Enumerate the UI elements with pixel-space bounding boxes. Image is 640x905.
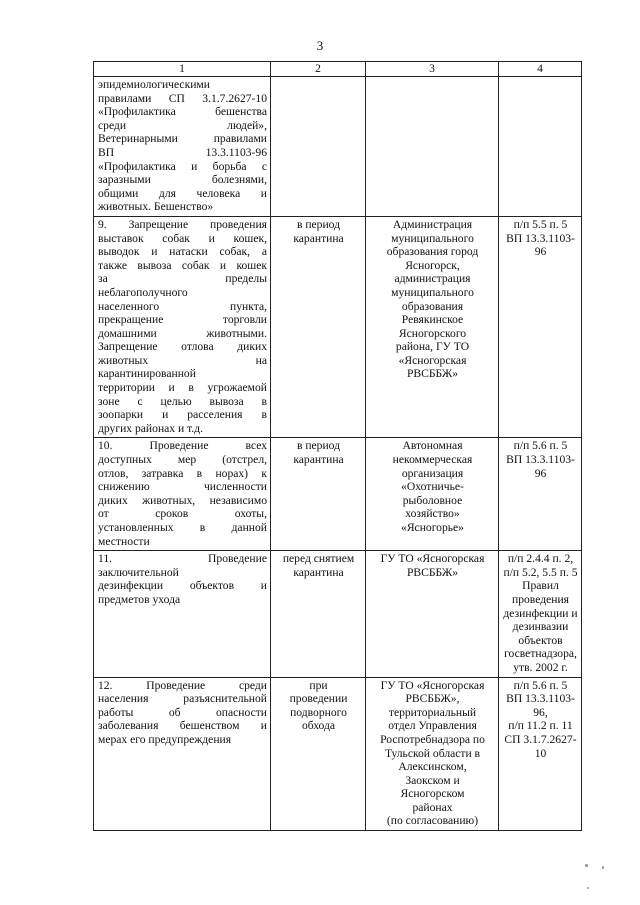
cell-text-line: дезинвазии <box>512 620 569 634</box>
cell-text-line: дезинфекции и <box>503 606 578 620</box>
cell-text-line: от сроков охоты, <box>98 507 267 521</box>
cell-text-line: отдел Управления <box>388 719 477 733</box>
cell-text-line: отлов, затравка в норах) к <box>98 466 267 480</box>
cell-text-line: перед снятием <box>282 552 355 566</box>
cell-text-line: п/п 5.6 п. 5 <box>513 439 568 453</box>
cell-text-line: других районах и т.д. <box>98 421 203 435</box>
cell-text-line: Ясногорском <box>400 787 465 801</box>
cell-text-line: 12. Проведение среди <box>98 678 267 692</box>
cell-text-line: правилами СП 3.1.7.2627-10 <box>98 91 267 105</box>
cell-text-line: Ветеринарными правилами <box>98 132 267 146</box>
cell-text-line: 10. Проведение всех <box>98 439 267 453</box>
cell-text-line: СП 3.1.7.2627-10 <box>504 732 577 760</box>
column-header: 3 <box>366 62 499 77</box>
cell-text-line: заключительной <box>98 565 179 579</box>
cell-text-line: территории и в угрожаемой <box>98 381 267 395</box>
table-cell-col-1 <box>94 77 271 217</box>
cell-text-line: 11. Проведение <box>98 552 267 566</box>
column-header: 4 <box>499 62 582 77</box>
cell-text-line: образования <box>401 299 464 313</box>
table-cell-col-2 <box>271 551 366 677</box>
table-cell-col-1 <box>94 216 271 438</box>
cell-text-line: также вывоза собак и кошек <box>98 258 267 272</box>
cell-text-line: Ясногорск, <box>405 258 460 272</box>
cell-text-line: РВСББЖ», <box>405 692 460 706</box>
cell-text-line: эпидемиологическими <box>98 78 210 91</box>
table-cell-col-4 <box>499 77 582 217</box>
cell-text-line: образования город <box>386 245 479 259</box>
table-row <box>94 438 582 551</box>
cell-text-line: населения разъяснительной <box>98 692 267 706</box>
table-cell-col-3 <box>366 438 499 551</box>
cell-text-line: п/п 5.2, 5.5 п. 5 <box>503 565 578 579</box>
cell-text-line: домашними животными. <box>98 326 267 340</box>
cell-text-line: п/п 2.4.4 п. 2, <box>507 552 574 566</box>
cell-text-line: выставок собак и кошек, <box>98 231 267 245</box>
cell-text-line: района, ГУ ТО <box>395 340 470 354</box>
table-cell-col-2 <box>271 77 366 217</box>
table-cell-col-2 <box>271 216 366 438</box>
cell-text-line: муниципального <box>391 285 474 299</box>
cell-text-line: карантина <box>293 231 344 245</box>
scan-artifact <box>587 887 589 889</box>
cell-text-line: организация <box>401 466 464 480</box>
cell-text-line: карантинированной <box>98 367 196 381</box>
cell-text-line: РВСББЖ» <box>406 367 459 381</box>
cell-text-line: хозяйство» <box>405 507 460 521</box>
cell-text-line: муниципального <box>391 231 474 245</box>
cell-text-line: ВП 13.3.1103-96, <box>506 692 575 719</box>
cell-text-line: «Профилактика бешенства <box>98 105 267 119</box>
cell-text-line: РВСББЖ» <box>406 565 459 579</box>
cell-text-line: Запрещение отлова диких <box>98 340 267 354</box>
cell-text-line: выводок и натаски собак, а <box>98 245 267 259</box>
cell-text-line: Тульской области в <box>384 746 481 760</box>
cell-text-line: (по согласованию) <box>386 814 479 828</box>
cell-text-line: животных на <box>98 353 267 367</box>
cell-text-line: карантина <box>293 565 344 579</box>
measures-table <box>93 61 582 831</box>
cell-text-line: ГУ ТО «Ясногорская <box>380 678 485 692</box>
cell-text-line: заболевания бешенством и <box>98 719 267 733</box>
cell-text-line: в период <box>296 217 341 231</box>
cell-text-line: среди людей», <box>98 118 267 132</box>
cell-text-line: территориальный <box>388 705 477 719</box>
cell-text-line: животных. Бешенство» <box>98 200 214 214</box>
column-header: 2 <box>271 62 366 77</box>
cell-text-line: в период <box>296 439 341 453</box>
page-number: 3 <box>316 38 324 53</box>
table-cell-col-4 <box>499 551 582 677</box>
cell-text-line: Заокском и <box>405 773 460 787</box>
cell-text-line: доступных мер (отстрел, <box>98 453 267 467</box>
table-cell-col-4 <box>499 438 582 551</box>
cell-text-line: подворного <box>290 705 347 719</box>
cell-text-line: Администрация <box>392 217 473 231</box>
cell-text-line: общими для человека и <box>98 186 267 200</box>
table-cell-col-1 <box>94 677 271 831</box>
cell-text-line: администрация <box>394 272 471 286</box>
table-cell-col-2 <box>271 438 366 551</box>
cell-text-line: Ревякинское <box>401 313 464 327</box>
cell-text-line: неблагополучного <box>98 285 188 299</box>
table-cell-col-3 <box>366 677 499 831</box>
cell-text-line: Автономная <box>402 439 463 453</box>
table-cell-col-1 <box>94 438 271 551</box>
table-row <box>94 77 582 217</box>
cell-text-line: диких животных, независимо <box>98 493 267 507</box>
table-cell-col-4 <box>499 677 582 831</box>
cell-text-line: при <box>309 678 328 692</box>
cell-text-line: «Охотничье- <box>401 480 464 494</box>
cell-text-line: рыболовное <box>402 493 463 507</box>
cell-text-line: ВП 13.3.1103-96 <box>506 453 575 480</box>
scan-artifact <box>602 866 604 869</box>
cell-text-line: п/п 5.6 п. 5 <box>513 678 568 692</box>
cell-text-line: зоопарки и расселения в <box>98 408 267 422</box>
cell-text-line: местности <box>98 534 150 548</box>
cell-text-line: ВП 13.3.1103-96 <box>506 231 575 259</box>
cell-text-line: заразными болезнями, <box>98 173 267 187</box>
cell-text-line: Правил <box>522 579 559 593</box>
table-cell-col-2 <box>271 677 366 831</box>
table-cell-col-3 <box>366 216 499 438</box>
cell-text-line: зоне с целью вывоза в <box>98 394 267 408</box>
cell-text-line: Ясногорского <box>398 326 467 340</box>
cell-text-line: установленных в данной <box>98 521 267 534</box>
cell-text-line: 9. Запрещение проведения <box>98 217 267 231</box>
table-row <box>94 677 582 831</box>
cell-text-line: населенного пункта, <box>98 299 267 313</box>
cell-text-line: «Ясногорская <box>398 353 467 367</box>
cell-text-line: снижению численности <box>98 480 267 494</box>
table-cell-col-1 <box>94 551 271 677</box>
cell-text-line: ГУ ТО «Ясногорская <box>380 552 485 566</box>
cell-text-line: п/п 5.5 п. 5 <box>513 217 568 231</box>
column-header: 1 <box>94 62 271 77</box>
cell-text-line: за пределы <box>98 272 267 286</box>
cell-text-line: карантина <box>293 453 344 467</box>
table-header-row <box>94 62 582 77</box>
cell-text-line: Алексинском, <box>398 760 467 774</box>
cell-text-line: обхода <box>301 719 336 733</box>
cell-text-line: проведении <box>289 692 348 706</box>
cell-text-line: некоммерческая <box>392 453 473 467</box>
cell-text-line: госветнадзора, <box>504 647 577 661</box>
cell-text-line: «Ясногорье» <box>401 521 464 534</box>
cell-text-line: районах <box>412 800 453 814</box>
table-cell-col-3 <box>366 551 499 677</box>
cell-text-line: работы об опасности <box>98 705 267 719</box>
table-row <box>94 551 582 677</box>
cell-text-line: п/п 11.2 п. 11 <box>508 719 573 733</box>
cell-text-line: предметов ухода <box>98 592 181 606</box>
cell-text-line: ВП 13.3.1103-96 <box>98 145 267 159</box>
table-cell-col-3 <box>366 77 499 217</box>
cell-text-line: «Профилактика и борьба с <box>98 159 267 173</box>
cell-text-line: дезинфекции объектов и <box>98 579 267 593</box>
scan-artifact <box>585 864 588 867</box>
cell-text-line: прекращение торговли <box>98 313 267 327</box>
table-row <box>94 216 582 438</box>
table-cell-col-4 <box>499 216 582 438</box>
cell-text-line: утв. 2002 г. <box>513 660 568 674</box>
cell-text-line: проведения <box>512 592 569 606</box>
cell-text-line: Роспотребнадзора по <box>380 732 485 746</box>
cell-text-line: объектов <box>518 633 563 647</box>
cell-text-line: мерах его предупреждения <box>98 732 232 746</box>
